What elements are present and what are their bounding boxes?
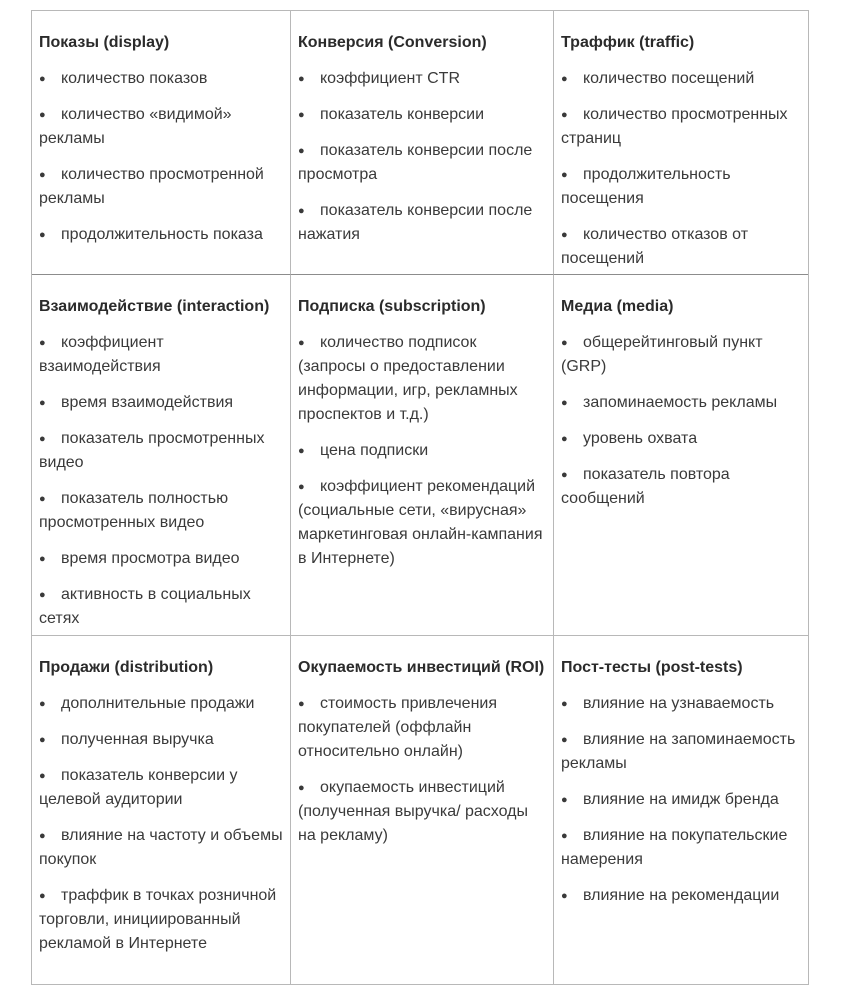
list-item — [561, 67, 802, 91]
cell-distribution — [32, 636, 291, 984]
list-item-text: траффик в точках розничной торговли, инициированный рекламой в Интернете — [39, 887, 277, 952]
cell-title: Взаимодействие (interaction) — [39, 298, 270, 315]
bullet-icon: ● — [561, 830, 568, 842]
list-item-text: количество «видимой» рекламы — [39, 106, 232, 147]
cell-title: Пост-тесты (post-tests) — [561, 659, 743, 676]
list-item — [39, 884, 284, 956]
list-item-text: показатель просмотренных видео — [39, 430, 265, 471]
bullet-icon: ● — [298, 481, 305, 493]
list-item — [39, 824, 284, 872]
list-item-text: продолжительность показа — [61, 226, 263, 243]
list-item — [561, 788, 802, 812]
list-item — [561, 163, 802, 211]
list-item — [39, 728, 284, 752]
bullet-icon: ● — [561, 73, 568, 85]
list-item-text: количество просмотренных страниц — [561, 106, 788, 147]
list-item-text: уровень охвата — [583, 430, 698, 447]
bullet-icon: ● — [298, 445, 305, 457]
list-item-text: влияние на запоминаемость рекламы — [561, 731, 796, 772]
list-item-text: окупаемость инвестиций (полученная выручка/ расходы на рекламу) — [298, 779, 528, 844]
list-item — [39, 764, 284, 812]
bullet-icon: ● — [39, 109, 46, 121]
list-item-text: продолжительность посещения — [561, 166, 731, 207]
bullet-icon: ● — [39, 553, 46, 565]
bullet-icon: ● — [39, 734, 46, 746]
cell-roi — [291, 636, 554, 984]
cell-post-tests — [554, 636, 808, 984]
list-item — [561, 427, 802, 451]
list-item — [39, 391, 284, 415]
bullet-icon: ● — [39, 229, 46, 241]
list-item-text: коэффициент взаимодействия — [39, 334, 164, 375]
bullet-icon: ● — [561, 469, 568, 481]
list-item — [561, 824, 802, 872]
list-item — [39, 163, 284, 211]
list-item-text: количество посещений — [583, 70, 755, 87]
cell-title: Подписка (subscription) — [298, 298, 486, 315]
bullet-icon: ● — [39, 73, 46, 85]
list-item — [298, 475, 547, 571]
list-item-text: дополнительные продажи — [61, 695, 255, 712]
bullet-icon: ● — [39, 433, 46, 445]
list-item-text: стоимость привлечения покупателей (оффлайн относительно онлайн) — [298, 695, 497, 760]
cell-title: Медиа (media) — [561, 298, 674, 315]
list-item-text: количество показов — [61, 70, 208, 87]
bullet-icon: ● — [561, 229, 568, 241]
list-item — [298, 331, 547, 427]
list-item — [39, 427, 284, 475]
list-item-text: влияние на частоту и объемы покупок — [39, 827, 283, 868]
cell-title: Показы (display) — [39, 34, 170, 51]
list-item-text: показатель конверсии после просмотра — [298, 142, 533, 183]
metrics-table — [31, 10, 809, 985]
cell-interaction — [32, 275, 291, 636]
bullet-icon: ● — [39, 397, 46, 409]
bullet-icon: ● — [298, 337, 305, 349]
list-item-text: влияние на имидж бренда — [583, 791, 779, 808]
list-item — [39, 692, 284, 716]
bullet-icon: ● — [298, 205, 305, 217]
cell-media — [554, 275, 808, 636]
list-item-text: показатель конверсии после нажатия — [298, 202, 533, 243]
list-item-text: количество подписок (запросы о предоставлении информации, игр, рекламных проспектов и т.д.) — [298, 334, 518, 423]
cell-title: Траффик (traffic) — [561, 34, 695, 51]
list-item — [39, 487, 284, 535]
bullet-icon: ● — [298, 782, 305, 794]
bullet-icon: ● — [39, 830, 46, 842]
list-item — [39, 547, 284, 571]
list-item-text: активность в социальных сетях — [39, 586, 251, 627]
cell-title: Конверсия (Conversion) — [298, 34, 487, 51]
list-item — [298, 692, 547, 764]
list-item-text: влияние на покупательские намерения — [561, 827, 788, 868]
cell-conversion — [291, 11, 554, 275]
bullet-icon: ● — [561, 794, 568, 806]
bullet-icon: ● — [561, 698, 568, 710]
bullet-icon: ● — [39, 169, 46, 181]
list-item — [561, 728, 802, 776]
list-item-text: коэффициент CTR — [320, 70, 460, 87]
cell-display — [32, 11, 291, 275]
bullet-icon: ● — [561, 397, 568, 409]
list-item-text: влияние на узнаваемость — [583, 695, 775, 712]
list-item — [298, 776, 547, 848]
bullet-icon: ● — [561, 734, 568, 746]
list-item — [39, 583, 284, 631]
bullet-icon: ● — [39, 770, 46, 782]
list-item — [298, 439, 547, 463]
bullet-icon: ● — [561, 337, 568, 349]
list-item — [39, 67, 284, 91]
list-item-text: показатель конверсии — [320, 106, 485, 123]
list-item-text: полученная выручка — [61, 731, 214, 748]
cell-title: Окупаемость инвестиций (ROI) — [298, 659, 545, 676]
list-item-text: время взаимодействия — [61, 394, 234, 411]
list-item-text: количество отказов от посещений — [561, 226, 749, 267]
bullet-icon: ● — [39, 337, 46, 349]
bullet-icon: ● — [39, 698, 46, 710]
list-item — [561, 103, 802, 151]
list-item-text: количество просмотренной рекламы — [39, 166, 264, 207]
list-item — [561, 391, 802, 415]
list-item — [561, 692, 802, 716]
cell-traffic — [554, 11, 808, 275]
list-item — [298, 199, 547, 247]
list-item — [561, 463, 802, 511]
list-item — [39, 223, 284, 247]
bullet-icon: ● — [39, 890, 46, 902]
list-item — [298, 139, 547, 187]
bullet-icon: ● — [561, 433, 568, 445]
list-item-text: показатель полностью просмотренных видео — [39, 490, 229, 531]
list-item-text: цена подписки — [320, 442, 429, 459]
cell-subscription — [291, 275, 554, 636]
list-item-text: общерейтинговый пункт (GRP) — [561, 334, 763, 375]
list-item — [39, 331, 284, 379]
cell-title: Продажи (distribution) — [39, 659, 214, 676]
list-item-text: показатель конверсии у целевой аудитории — [39, 767, 238, 808]
list-item — [561, 331, 802, 379]
bullet-icon: ● — [298, 698, 305, 710]
list-item — [298, 67, 547, 91]
bullet-icon: ● — [298, 73, 305, 85]
bullet-icon: ● — [39, 493, 46, 505]
bullet-icon: ● — [561, 169, 568, 181]
bullet-icon: ● — [298, 145, 305, 157]
list-item-text: влияние на рекомендации — [583, 887, 780, 904]
list-item — [561, 884, 802, 908]
bullet-icon: ● — [561, 890, 568, 902]
list-item-text: запоминаемость рекламы — [583, 394, 778, 411]
list-item-text: время просмотра видео — [61, 550, 240, 567]
list-item — [39, 103, 284, 151]
list-item — [298, 103, 547, 127]
list-item — [561, 223, 802, 271]
bullet-icon: ● — [39, 589, 46, 601]
list-item-text: коэффициент рекомендаций (социальные сети, «вирусная» маркетинговая онлайн-кампания в Интернете) — [298, 478, 543, 567]
bullet-icon: ● — [298, 109, 305, 121]
list-item-text: показатель повтора сообщений — [561, 466, 730, 507]
bullet-icon: ● — [561, 109, 568, 121]
